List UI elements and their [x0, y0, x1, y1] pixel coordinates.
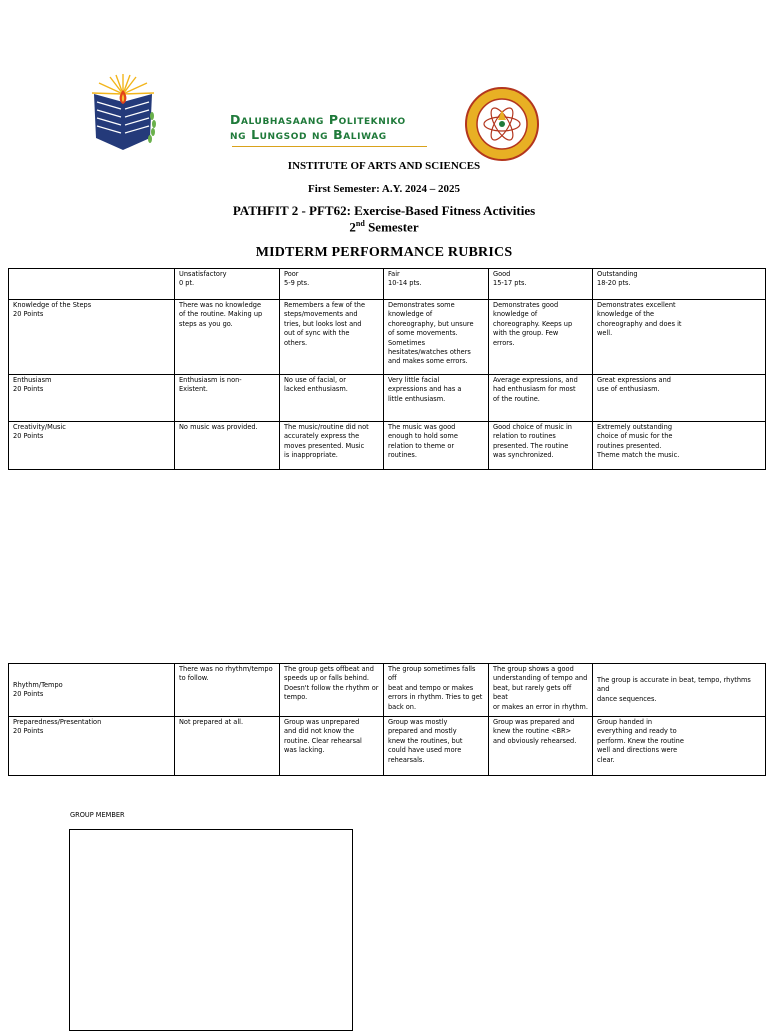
rubric-header-cell: Good 15-17 pts. — [489, 269, 593, 300]
rubric-table-bottom — [8, 663, 766, 776]
rubric-cell: The group sometimes falls off beat and tempo or makes errors in rhythm. Tries to get back on. — [384, 664, 489, 717]
rubric-cell: There was no rhythm/tempo to follow. — [175, 664, 280, 717]
group-member-label: GROUP MEMBER — [70, 811, 125, 819]
rubric-cell: Very little facial expressions and has a little enthusiasm. — [384, 375, 489, 422]
course-title: PATHFIT 2 - PFT62: Exercise-Based Fitness Activities — [232, 203, 536, 218]
semester-line: First Semester: A.Y. 2024 – 2025 — [307, 183, 461, 195]
institute-seal-logo — [464, 86, 540, 162]
rubric-criterion: Rhythm/Tempo 20 Points — [9, 664, 175, 717]
rubric-header-cell: Fair 10-14 pts. — [384, 269, 489, 300]
rubric-cell: Group was prepared and knew the routine <BR> and obviously rehearsed. — [489, 717, 593, 776]
rubric-header-row — [9, 269, 766, 300]
rubric-cell: Not prepared at all. — [175, 717, 280, 776]
rubric-cell: The group is accurate in beat, tempo, rhythms and dance sequences. — [593, 664, 766, 717]
rubric-cell: No music was provided. — [175, 422, 280, 470]
university-name-logo — [230, 112, 430, 152]
term-line — [0, 219, 768, 235]
rubric-row — [9, 422, 766, 470]
rubric-cell: Group handed in everything and ready to perform. Knew the routine well and directions were clear. — [593, 717, 766, 776]
rubric-cell: Group was mostly prepared and mostly knew the routines, but could have used more rehearsals. — [384, 717, 489, 776]
rubric-cell: Average expressions, and had enthusiasm for most of the routine. — [489, 375, 593, 422]
rubric-cell: There was no knowledge of the routine. Making up steps as you go. — [175, 300, 280, 375]
rubric-header-cell: Poor 5-9 pts. — [280, 269, 384, 300]
rubric-header-cell: Unsatisfactory 0 pt. — [175, 269, 280, 300]
rubric-header-cell — [9, 269, 175, 300]
rubric-table-top — [8, 268, 766, 470]
university-name-line1: Dalubhasaang Politekniko — [230, 112, 406, 127]
rubric-row — [9, 664, 766, 717]
rubric-criterion: Enthusiasm 20 Points — [9, 375, 175, 422]
university-name-line2: ng Lungsod ng Baliwag — [230, 127, 387, 142]
rubric-row — [9, 375, 766, 422]
rubric-cell: Remembers a few of the steps/movements and tries, but looks lost and out of sync with the others. — [280, 300, 384, 375]
rubric-criterion: Knowledge of the Steps 20 Points — [9, 300, 175, 375]
rubric-row — [9, 717, 766, 776]
rubric-criterion: Preparedness/Presentation 20 Points — [9, 717, 175, 776]
institute-name: INSTITUTE OF ARTS AND SCIENCES — [287, 160, 481, 172]
term-number: 2 — [349, 219, 356, 235]
rubric-cell: Enthusiasm is non- Existent. — [175, 375, 280, 422]
rubric-cell: Demonstrates excellent knowledge of the choreography and does it well. — [593, 300, 766, 375]
term-word: Semester — [364, 219, 419, 235]
rubric-cell: Group was unprepared and did not know the routine. Clear rehearsal was lacking. — [280, 717, 384, 776]
group-member-box — [69, 829, 353, 1031]
logo-underline — [232, 146, 427, 147]
school-seal-logo — [88, 72, 158, 156]
document-title: MIDTERM PERFORMANCE RUBRICS — [255, 245, 513, 260]
rubric-cell: Extremely outstanding choice of music for the routines presented. Theme match the music. — [593, 422, 766, 470]
rubric-row — [9, 300, 766, 375]
rubric-cell: The music was good enough to hold some relation to theme or routines. — [384, 422, 489, 470]
rubric-cell: The group shows a good understanding of tempo and beat, but rarely gets off beat or makes an error in rhythm. — [489, 664, 593, 717]
rubric-header-cell: Outstanding 18-20 pts. — [593, 269, 766, 300]
rubric-criterion: Creativity/Music 20 Points — [9, 422, 175, 470]
term-suffix: nd — [355, 219, 365, 228]
rubric-cell: The music/routine did not accurately express the moves presented. Music is inappropriate. — [280, 422, 384, 470]
rubric-cell: The group gets offbeat and speeds up or falls behind. Doesn't follow the rhythm or tempo. — [280, 664, 384, 717]
rubric-cell: Demonstrates some knowledge of choreography, but unsure of some movements. Sometimes hesitates/watches others and makes some errors. — [384, 300, 489, 375]
rubric-cell: No use of facial, or lacked enthusiasm. — [280, 375, 384, 422]
rubric-cell: Demonstrates good knowledge of choreography. Keeps up with the group. Few errors. — [489, 300, 593, 375]
rubric-cell: Great expressions and use of enthusiasm. — [593, 375, 766, 422]
rubric-cell: Good choice of music in relation to routines presented. The routine was synchronized. — [489, 422, 593, 470]
